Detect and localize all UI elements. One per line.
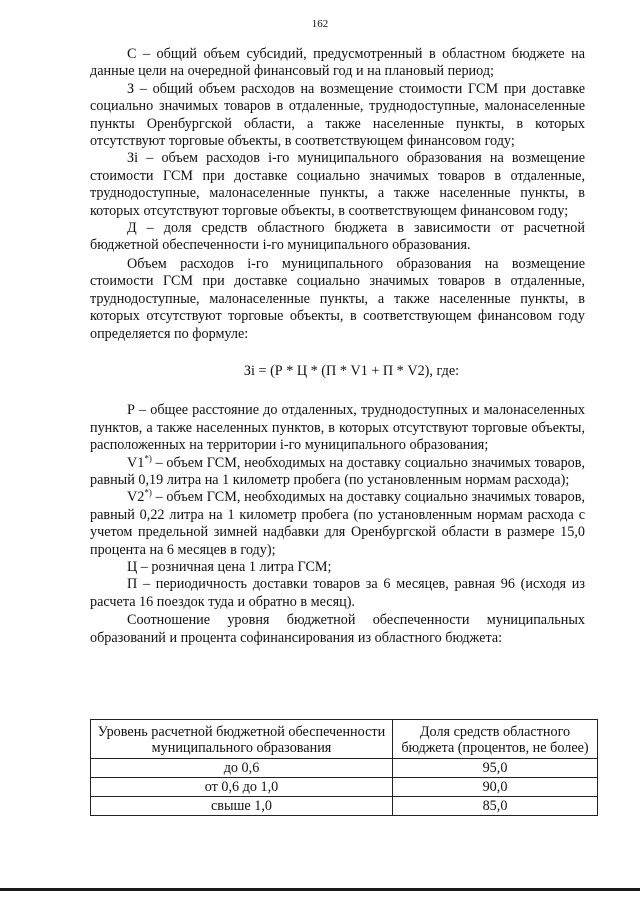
table-header-share: Доля средств областного бюджета (процентов, не более)	[393, 720, 598, 759]
table-row	[91, 797, 598, 816]
table-cell-level: от 0,6 до 1,0	[91, 778, 393, 797]
definition-p: Р – общее расстояние до отдаленных, труднодоступных и малонаселенных пунктов, а также населенных пунктов, в которых отсутствуют торговые объекты, расположенных на территории і-го муниципального образования;	[90, 402, 585, 454]
definition-c: С – общий объем субсидий, предусмотренный в областном бюджете на данные цели на очередной финансовый год и на плановый период;	[90, 46, 585, 80]
v1-symbol: V1	[127, 454, 145, 471]
document-body	[90, 46, 585, 647]
bottom-rule	[0, 888, 640, 891]
table-cell-level: до 0,6	[91, 759, 393, 778]
v1-text: – объем ГСМ, необходимых на доставку социально значимых товаров, равный 0,19 литра на 1 километр пробега (по установленным нормам расхода);	[90, 454, 585, 488]
definition-d: Д – доля средств областного бюджета в зависимости от расчетной бюджетной обеспеченности і-го муниципального образования.	[90, 220, 585, 254]
table-cell-level: свыше 1,0	[91, 797, 393, 816]
table-header-row	[91, 720, 598, 759]
table-row	[91, 759, 598, 778]
definition-zi: Зі – объем расходов і-го муниципального образования на возмещение стоимости ГСМ при доставке социально значимых товаров в отдаленные, труднодоступные, малонаселенные пункты, а также населенные пункты, в которых отсутствуют торговые объекты, в соответствующем финансовом году;	[90, 150, 585, 219]
page-number: 162	[311, 18, 329, 30]
formula: Зі = (Р * Ц * (П * V1 + П * V2), где:	[243, 362, 460, 379]
v2-footnote-mark: *)	[144, 487, 152, 498]
v2-symbol: V2	[127, 489, 145, 506]
definition-v2	[90, 489, 585, 559]
table-cell-share: 90,0	[393, 778, 598, 797]
cofinancing-table	[90, 719, 598, 816]
table-intro: Соотношение уровня бюджетной обеспеченности муниципальных образований и процента софинансирования из областного бюджета:	[90, 612, 585, 646]
table-cell-share: 95,0	[393, 759, 598, 778]
definition-v1	[90, 452, 585, 490]
definition-z: З – общий объем расходов на возмещение стоимости ГСМ при доставке социально значимых товаров в отдаленные, труднодоступные, малонаселенные пункты Оренбургской области, а также населенные пункты, в которых отсутствуют торговые объекты, в соответствующем финансовом году;	[90, 80, 585, 150]
definition-periodicity: П – периодичность доставки товаров за 6 месяцев, равная 96 (исходя из расчета 16 поездок туда и обратно в месяц).	[90, 576, 585, 610]
table-header-level: Уровень расчетной бюджетной обеспеченности муниципального образования	[91, 720, 393, 759]
definition-price: Ц – розничная цена 1 литра ГСМ;	[127, 558, 332, 575]
table-cell-share: 85,0	[393, 797, 598, 816]
v2-text: – объем ГСМ, необходимых на доставку социально значимых товаров, равный 0,22 литра на 1 километр пробега (по установленным нормам расхода с учетом предельной зимней надбавки для Оренбургской области в размере 15,0 процента на 6 месяцев в году);	[90, 489, 585, 558]
table-row	[91, 778, 598, 797]
formula-intro: Объем расходов і-го муниципального образования на возмещение стоимости ГСМ при доставке социально значимых товаров в отдаленные, труднодоступные, малонаселенные пункты, а также населенные пункты, в которых отсутствуют торговые объекты, в соответствующем финансовом году определяется по формуле:	[90, 255, 585, 342]
v1-footnote-mark: *)	[144, 452, 152, 463]
